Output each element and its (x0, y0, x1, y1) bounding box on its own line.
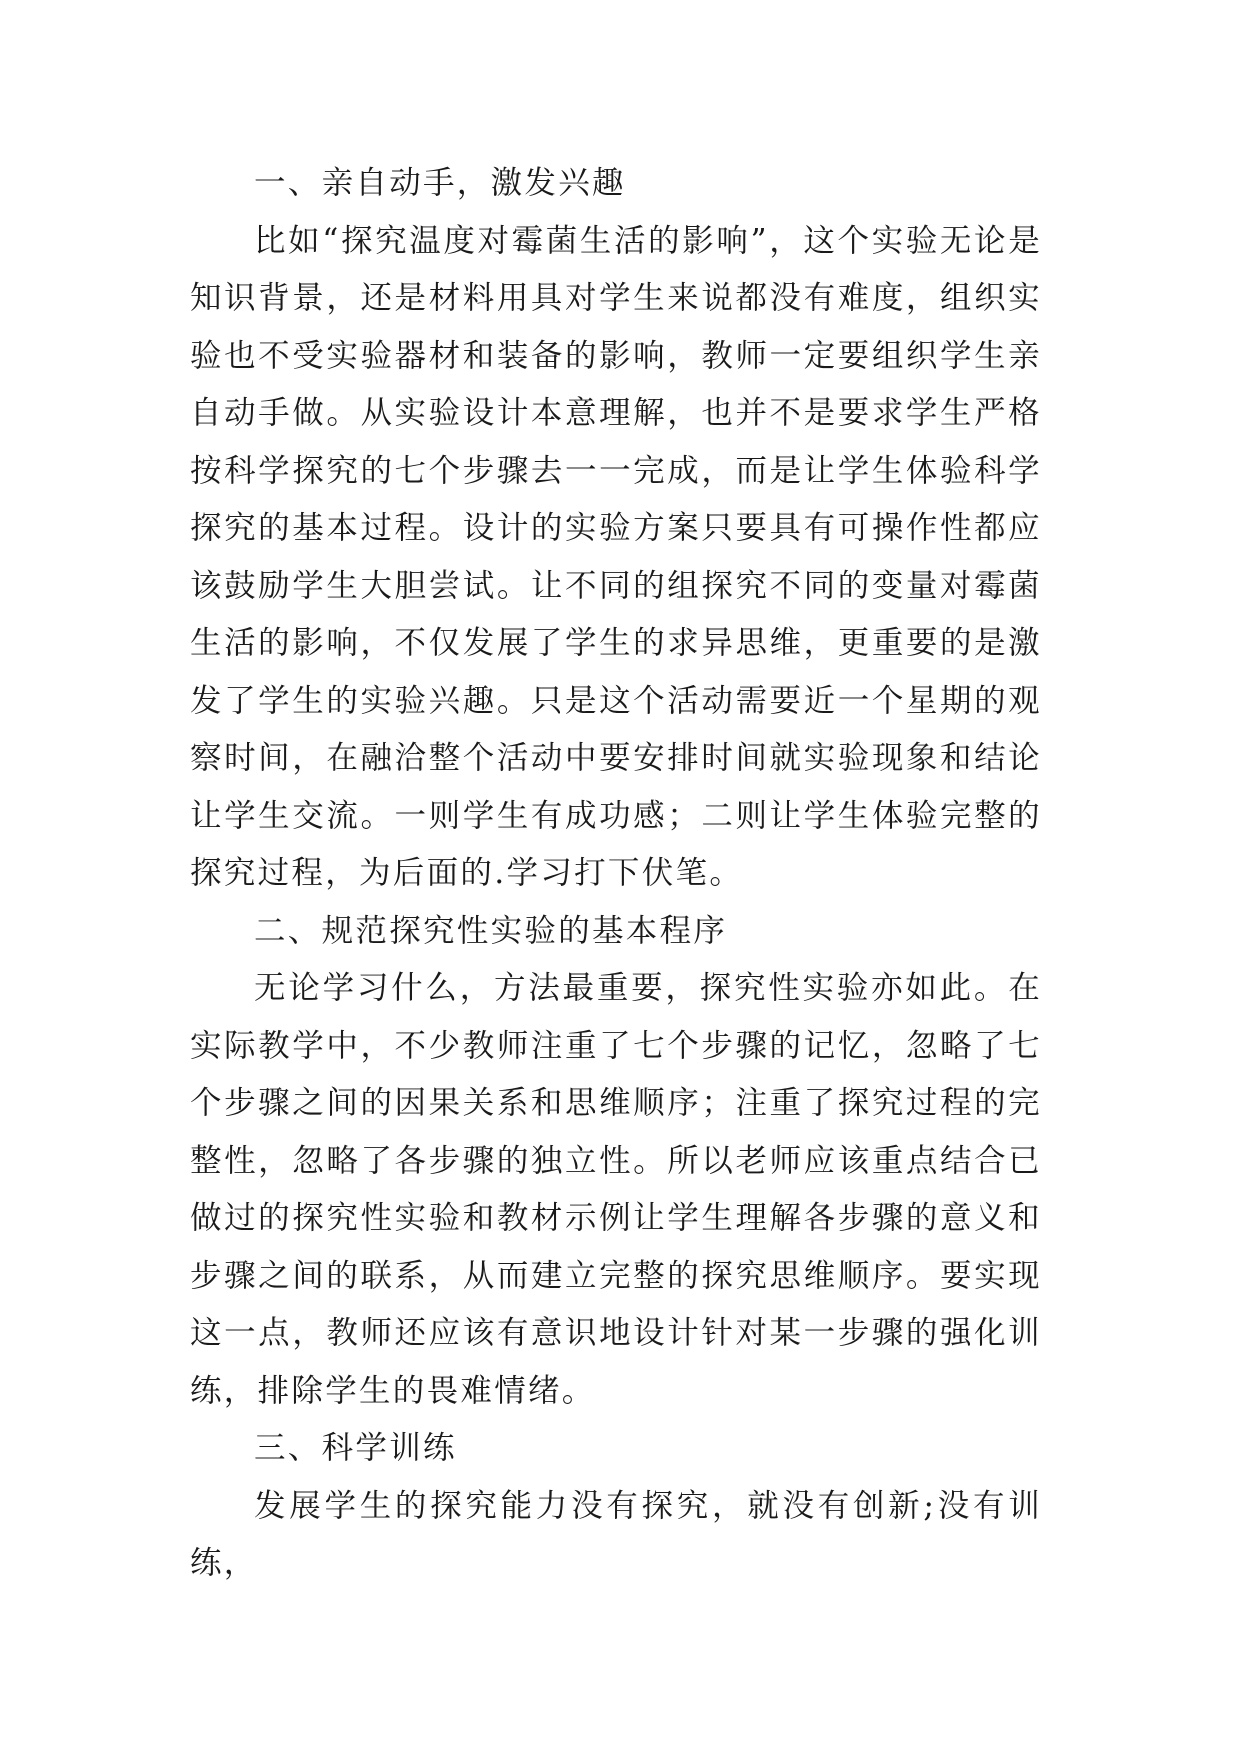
section-paragraph-2: 无论学习什么，方法最重要，探究性实验亦如此。在实际教学中，不少教师注重了七个步骤的记忆，忽略了七个步骤之间的因果关系和思维顺序；注重了探究过程的完整性，忽略了各步骤的独立性。所以老师应该重点结合已做过的探究性实验和教材示例让学生理解各步骤的意义和步骤之间的联系，从而建立完整的探究思维顺序。要实现这一点，教师还应该有意识地设计针对某一步骤的强化训练，排除学生的畏难情绪。 (190, 970, 1042, 1409)
section-heading-2: 二、规范探究性实验的基本程序 (254, 912, 728, 949)
document-page (190, 155, 1042, 1593)
section-paragraph-1: 比如“探究温度对霉菌生活的影响”，这个实验无论是知识背景，还是材料用具对学生来说都没有难度，组织实验也不受实验器材和装备的影响，教师一定要组织学生亲自动手做。从实验设计本意理解，也并不是要求学生严格按科学探究的七个步骤去一一完成，而是让学生体验科学探究的基本过程。设计的实验方案只要具有可操作性都应该鼓励学生大胆尝试。让不同的组探究不同的变量对霉菌生活的影响，不仅发展了学生的求异思维，更重要的是激发了学生的实验兴趣。只是这个活动需要近一个星期的观察时间，在融洽整个活动中要安排时间就实验现象和结论让学生交流。一则学生有成功感；二则让学生体验完整的探究过程，为后面的.学习打下伏笔。 (190, 222, 1042, 891)
section-heading-3: 三、科学训练 (254, 1430, 457, 1466)
section-heading-1: 一、亲自动手，激发兴趣 (254, 165, 626, 201)
section-paragraph-3: 发展学生的探究能力没有探究，就没有创新;没有训练， (190, 1487, 1042, 1581)
